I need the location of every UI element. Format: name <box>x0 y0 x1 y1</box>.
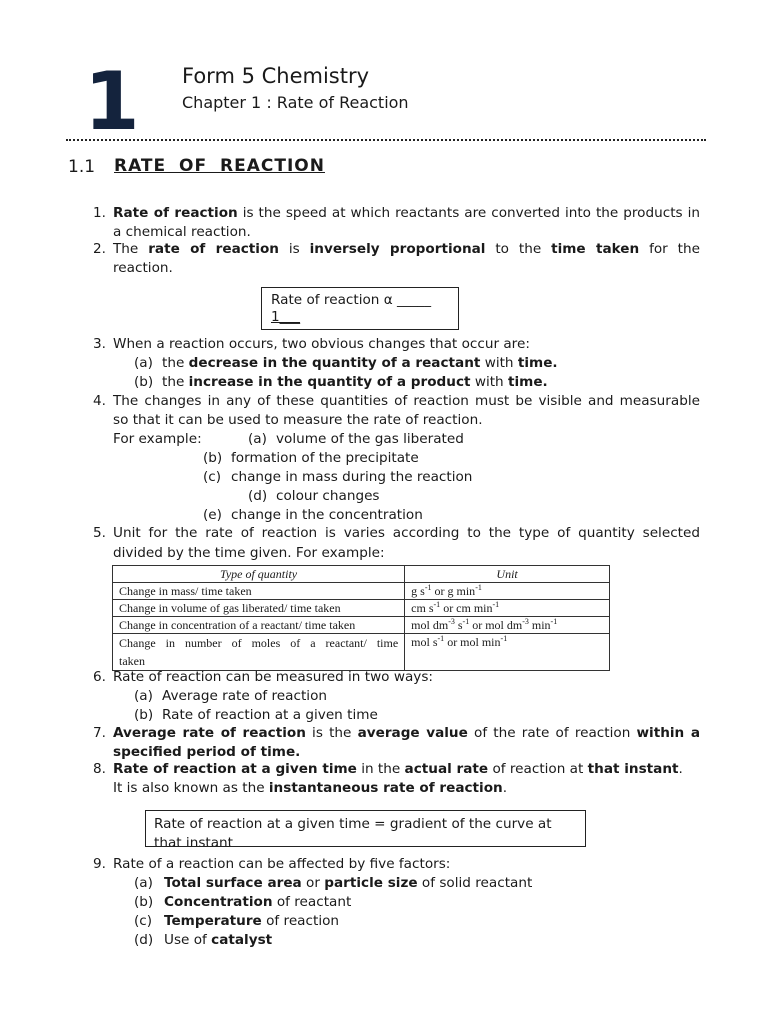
item-6a-text: Average rate of reaction <box>162 688 327 704</box>
item-3a-label: (a) <box>134 355 153 371</box>
item-number: 3. <box>93 336 106 352</box>
example-e-text: change in the concentration <box>231 507 423 523</box>
example-b-label: (b) <box>203 450 223 466</box>
quantity-line-1: Change in number of moles of a reactant/ time <box>119 636 399 650</box>
item-9b-text: Concentration of reactant <box>164 894 352 910</box>
unit-cell: cm $s^{-1}$ or cm $\min^{-1}$ <box>405 600 610 617</box>
item-9d-text: Use of catalyst <box>164 932 273 948</box>
example-a-text: volume of the gas liberated <box>276 431 464 447</box>
column-header-unit: Unit <box>405 566 610 583</box>
example-c-text: change in mass during the reaction <box>231 469 473 485</box>
item-9c-label: (c) <box>134 913 153 929</box>
item-6b-label: (b) <box>134 707 154 723</box>
quantity-cell: Change in mass/ time taken <box>113 583 405 600</box>
section-number: 1.1 <box>68 157 96 177</box>
table-row <box>113 634 610 671</box>
example-d-text: colour changes <box>276 488 380 504</box>
item-number: 7. <box>93 725 106 741</box>
example-d-label: (d) <box>248 488 268 504</box>
quantity-cell <box>113 634 405 671</box>
unit-cell: mol $s^{-1}$ or mol $\min^{-1}$ <box>405 634 610 671</box>
item-number: 1. <box>93 205 106 221</box>
unit-cell: mol $dm^{-3}$ $s^{-1}$ or mol $dm^{-3}$ $\min^{-1}$ <box>405 617 610 634</box>
quantity-cell: Change in concentration of a reactant/ time taken <box>113 617 405 634</box>
item-4-line-1: The changes in any of these quantities of reaction must be visible and measurable <box>113 393 700 409</box>
item-6-text: Rate of reaction can be measured in two ways: <box>113 669 433 685</box>
table-row <box>113 600 610 617</box>
item-9a-text: Total surface area or particle size of solid reactant <box>164 875 533 891</box>
units-table <box>112 565 610 671</box>
table-row <box>113 617 610 634</box>
item-9b-label: (b) <box>134 894 154 910</box>
item-9c-text: Temperature of reaction <box>164 913 340 929</box>
column-header-quantity: Type of quantity <box>113 566 405 583</box>
section-title: RATE OF REACTION <box>114 156 325 176</box>
example-c-label: (c) <box>203 469 222 485</box>
item-number: 9. <box>93 856 106 872</box>
item-8-line-1: Rate of reaction at a given time in the actual rate of reaction at that instant. <box>113 761 683 777</box>
item-number: 4. <box>93 393 106 409</box>
item-1-line-2: a chemical reaction. <box>113 224 251 240</box>
item-number: 2. <box>93 241 106 257</box>
example-a-label: (a) <box>248 431 267 447</box>
item-2-line-2: reaction. <box>113 260 173 276</box>
item-2-line-1: The rate of reaction is inversely proportional to the time taken for the <box>113 241 700 257</box>
gradient-line-1: Rate of reaction at a given time = gradient of the curve at <box>154 816 552 832</box>
item-8-line-2: It is also known as the instantaneous rate of reaction. <box>113 780 508 796</box>
item-4-line-2: so that it can be used to measure the rate of reaction. <box>113 412 483 428</box>
quantity-line-2: taken <box>119 654 145 668</box>
item-5-line-1: Unit for the rate of reaction is varies according to the type of quantity selected <box>113 525 700 541</box>
header-divider <box>66 139 706 141</box>
quantity-cell: Change in volume of gas liberated/ time taken <box>113 600 405 617</box>
example-label: For example: <box>113 431 202 447</box>
proportionality-box <box>261 287 459 330</box>
gradient-line-2: that instant <box>154 835 234 847</box>
chapter-title: Chapter 1 : Rate of Reaction <box>182 93 409 112</box>
item-5-line-2: divided by the time given. For example: <box>113 545 385 561</box>
item-9a-label: (a) <box>134 875 153 891</box>
item-3a-text: the decrease in the quantity of a reactant with time. <box>162 355 558 371</box>
example-b-text: formation of the precipitate <box>231 450 419 466</box>
item-9-text: Rate of a reaction can be affected by five factors: <box>113 856 451 872</box>
form-title: Form 5 Chemistry <box>182 64 370 88</box>
item-number: 8. <box>93 761 106 777</box>
unit-cell: g $s^{-1}$ or g $\min^{-1}$ <box>405 583 610 600</box>
table-header-row <box>113 566 610 583</box>
gradient-box <box>145 810 586 847</box>
item-1-line-1: Rate of reaction is the speed at which reactants are converted into the products in <box>113 205 700 221</box>
item-6b-text: Rate of reaction at a given time <box>162 707 378 723</box>
item-3b-text: the increase in the quantity of a product with time. <box>162 374 548 390</box>
example-e-label: (e) <box>203 507 222 523</box>
item-9d-label: (d) <box>134 932 154 948</box>
item-number: 5. <box>93 525 106 541</box>
formula-line-1: Rate of reaction α _____ <box>271 292 431 308</box>
item-3b-label: (b) <box>134 374 154 390</box>
item-7-line-2: specified period of time. <box>113 744 301 760</box>
chapter-number: 1 <box>84 55 138 148</box>
item-7-line-1: Average rate of reaction is the average value of the rate of reaction within a <box>113 725 700 741</box>
formula-line-2: 1___ <box>271 309 301 325</box>
item-6a-label: (a) <box>134 688 153 704</box>
table-row <box>113 583 610 600</box>
item-number: 6. <box>93 669 106 685</box>
item-3-text: When a reaction occurs, two obvious changes that occur are: <box>113 336 530 352</box>
